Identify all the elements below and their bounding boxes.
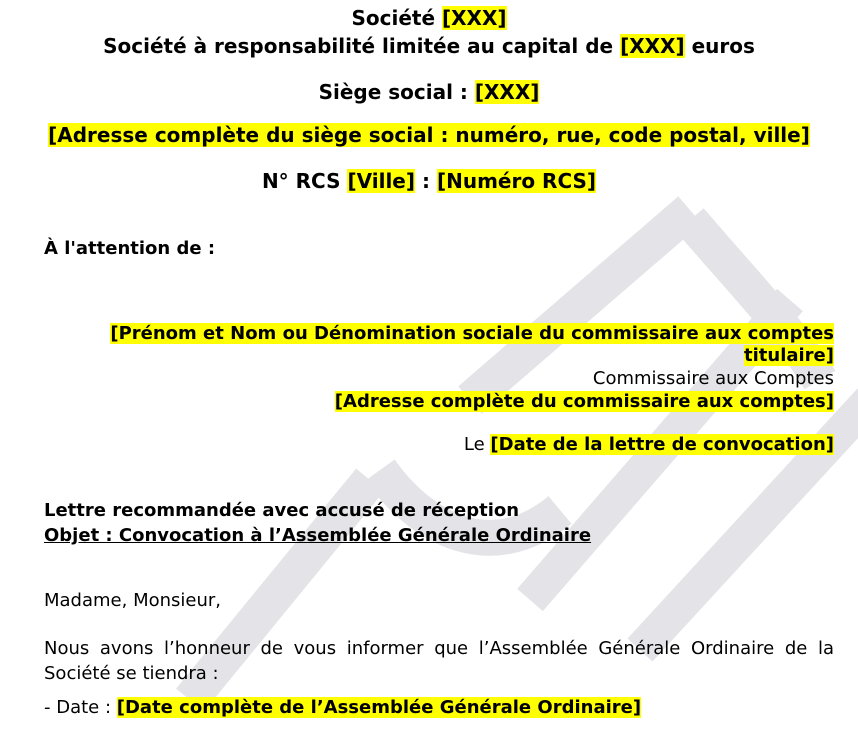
rcs-city: [Ville] <box>347 169 416 193</box>
legal-form-line <box>0 34 858 58</box>
letter-date-line <box>464 434 834 456</box>
recipient-role: Commissaire aux Comptes <box>592 368 834 389</box>
letter-date: [Date de la lettre de convocation] <box>490 434 834 455</box>
seat-address: [Adresse complète du siège social : numéro, rue, code postal, ville] <box>48 123 810 147</box>
partial-value: [Date complète de l’Assemblée Générale Ordinaire] <box>116 697 642 718</box>
legal-form: Société à responsabilité limitée au capital de <box>103 34 614 58</box>
rcs-number: [Numéro RCS] <box>436 169 597 193</box>
salutation: Madame, Monsieur, <box>44 590 222 611</box>
delivery-method: Lettre recommandée avec accusé de réception <box>44 500 520 521</box>
recipient-name-line2: titulaire] <box>744 345 834 366</box>
company-label: Société <box>351 6 436 30</box>
partial-list-item <box>44 697 641 719</box>
letter-subject: Objet : Convocation à l’Assemblée Générale Ordinaire <box>44 525 592 546</box>
partial-label: - Date : <box>44 697 112 718</box>
rcs-line <box>0 169 858 193</box>
seat-value: [XXX] <box>474 80 540 104</box>
seat-line <box>0 80 858 104</box>
currency: euros <box>691 34 755 58</box>
recipient-address: [Adresse complète du commissaire aux comptes] <box>334 391 834 412</box>
company-line <box>0 6 858 30</box>
company-name: [XXX] <box>441 6 507 30</box>
address-line <box>0 123 858 147</box>
body-paragraph: Nous avons l’honneur de vous informer que l’Assemblée Générale Ordinaire de la Société se tiendra : <box>44 638 834 684</box>
recipient-name-line1: [Prénom et Nom ou Dénomination sociale du commissaire aux comptes <box>110 323 834 344</box>
rcs-label: N° RCS <box>261 169 341 193</box>
date-prefix: Le <box>463 434 485 455</box>
attention-label: À l'attention de : <box>44 238 216 259</box>
rcs-separator: : <box>421 169 430 193</box>
seat-label: Siège social : <box>318 80 468 104</box>
capital-value: [XXX] <box>620 34 685 58</box>
